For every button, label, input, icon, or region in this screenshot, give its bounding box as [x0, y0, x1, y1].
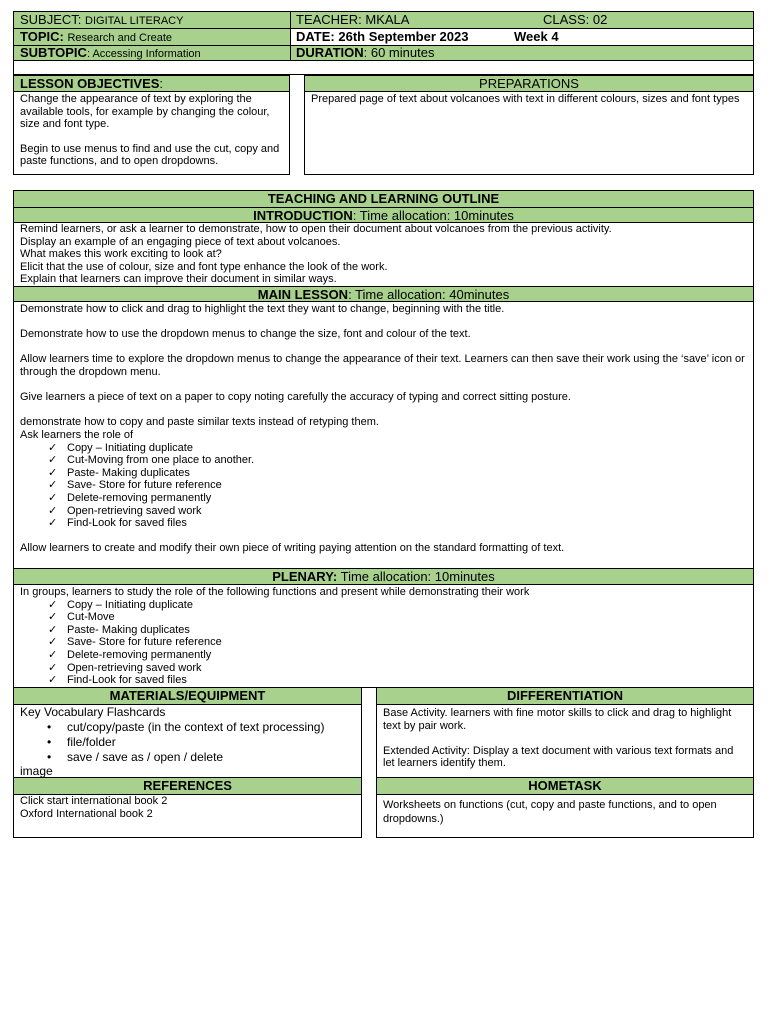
- check-icon: ✓: [48, 441, 58, 454]
- check-icon: ✓: [48, 636, 58, 649]
- differentiation-box: [376, 687, 754, 778]
- check-icon: ✓: [48, 517, 58, 530]
- bullet-icon: •: [47, 735, 52, 749]
- check-icon: ✓: [48, 454, 58, 467]
- objective-2: Begin to use menus to find and use the cut, copy and paste functions, and to open dropdowns.: [20, 142, 280, 168]
- outline-box: [13, 190, 754, 688]
- topic-label: TOPIC:: [20, 29, 64, 44]
- objective-1: Change the appearance of text by exploring the available tools, for example by changing the colour, size and font type.: [20, 93, 270, 131]
- check-item: ✓ Open-retrieving saved work: [48, 661, 202, 674]
- reference-line: Oxford International book 2: [20, 807, 153, 820]
- check-icon: ✓: [48, 479, 58, 492]
- check-item: ✓ Find-Look for saved files: [48, 674, 187, 687]
- main-para: Allow learners time to explore the dropdown menus to change the appearance of their text. Learners can then save their work using the ‘save’ icon or through the dropdown menu.: [20, 353, 745, 378]
- duration-value: : 60 minutes: [363, 45, 435, 60]
- check-icon: ✓: [48, 648, 58, 661]
- teacher-field: [296, 12, 409, 27]
- main-para: Allow learners to create and modify their own piece of writing paying attention on the standard formatting of text.: [20, 542, 565, 555]
- objectives-box: [13, 75, 290, 175]
- reference-line: Click start international book 2: [20, 795, 168, 807]
- subject-value: DIGITAL LITERACY: [85, 15, 184, 27]
- bullet-icon: •: [47, 750, 52, 764]
- check-item: ✓ Save- Store for future reference: [48, 636, 222, 649]
- plenary-text: [20, 586, 750, 687]
- main-lesson-heading: MAIN LESSON: Time allocation: 40minutes: [14, 286, 753, 302]
- references-box: [13, 777, 362, 838]
- teacher-label: TEACHER:: [296, 12, 362, 27]
- topic-value: Research and Create: [67, 32, 173, 44]
- materials-text: [20, 705, 360, 778]
- main-lesson-text: [20, 303, 750, 555]
- hometask-box: [376, 777, 754, 838]
- check-item: ✓ Paste- Making duplicates: [48, 623, 190, 636]
- intro-line: What makes this work exciting to look at?: [20, 248, 222, 261]
- hometask-title: HOMETASK: [377, 778, 753, 795]
- check-icon: ✓: [48, 623, 58, 636]
- main-para: Ask learners the role of: [20, 428, 134, 441]
- bullet-item: • file/folder: [47, 735, 116, 749]
- topic-field: [20, 29, 172, 46]
- check-item: ✓ Delete-removing permanently: [48, 648, 212, 661]
- preparations-text: Prepared page of text about volcanoes with text in different colours, sizes and font types: [311, 93, 740, 105]
- main-para: Demonstrate how to use the dropdown menus to change the size, font and colour of the text.: [20, 328, 471, 341]
- main-para: demonstrate how to copy and paste similar texts instead of retyping them.: [20, 416, 379, 429]
- introduction-text: [20, 223, 750, 286]
- duration-field: [296, 45, 434, 60]
- check-icon: ✓: [48, 661, 58, 674]
- week-field: Week 4: [514, 29, 559, 44]
- differentiation-para: Base Activity. learners with fine motor skills to click and drag to highlight text by pair work.: [383, 707, 732, 732]
- check-icon: ✓: [48, 598, 58, 611]
- materials-box: [13, 687, 362, 778]
- intro-line: Explain that learners can improve their document in similar ways.: [20, 273, 337, 286]
- check-item: ✓ Paste- Making duplicates: [48, 466, 190, 479]
- references-title: REFERENCES: [14, 778, 361, 795]
- plenary-heading: PLENARY: Time allocation: 10minutes: [14, 568, 753, 585]
- subject-label: SUBJECT:: [20, 12, 82, 27]
- check-icon: ✓: [48, 611, 58, 624]
- subtopic-field: [20, 45, 201, 62]
- objectives-title: LESSON OBJECTIVES:: [14, 76, 289, 92]
- bullet-icon: •: [47, 720, 52, 734]
- introduction-heading: INTRODUCTION: Time allocation: 10minutes: [14, 208, 753, 223]
- check-item: ✓ Cut-Move: [48, 611, 115, 624]
- check-item: ✓ Find-Look for saved files: [48, 517, 187, 530]
- outline-title: TEACHING AND LEARNING OUTLINE: [14, 191, 753, 208]
- hometask-text: Worksheets on functions (cut, copy and paste functions, and to open dropdowns.): [383, 799, 717, 825]
- header-divider: [290, 12, 291, 61]
- intro-line: Remind learners, or ask a learner to demonstrate, how to open their document about volcanoes from the previous activity.: [20, 223, 612, 235]
- preparations-title: PREPARATIONS: [305, 76, 753, 92]
- subtopic-label: SUBTOPIC: [20, 45, 87, 60]
- materials-line: Key Vocabulary Flashcards: [20, 705, 166, 719]
- check-icon: ✓: [48, 491, 58, 504]
- check-icon: ✓: [48, 504, 58, 517]
- date-field: DATE: 26th September 2023: [296, 29, 469, 44]
- teacher-value: MKALA: [365, 12, 410, 27]
- check-icon: ✓: [48, 674, 58, 687]
- main-para: Give learners a piece of text on a paper to copy noting carefully the accuracy of typing and correct sitting posture.: [20, 391, 571, 404]
- check-item: ✓ Open-retrieving saved work: [48, 504, 202, 517]
- check-item: ✓ Cut-Moving from one place to another.: [48, 454, 255, 467]
- references-text: [20, 795, 360, 820]
- bullet-item: • save / save as / open / delete: [47, 750, 224, 764]
- check-item: ✓ Copy – Initiating duplicate: [48, 598, 193, 611]
- main-para: Demonstrate how to click and drag to highlight the text they want to change, beginning with the title.: [20, 303, 505, 315]
- class-label: CLASS:: [543, 12, 590, 27]
- duration-label: DURATION: [296, 45, 364, 60]
- class-value: 02: [592, 12, 608, 27]
- check-item: ✓ Delete-removing permanently: [48, 491, 212, 504]
- preparations-box: [304, 75, 754, 175]
- subject-field: [20, 12, 183, 29]
- check-item: ✓ Save- Store for future reference: [48, 479, 222, 492]
- bullet-item: • cut/copy/paste (in the context of text processing): [47, 720, 325, 734]
- differentiation-title: DIFFERENTIATION: [377, 688, 753, 705]
- class-field: [543, 12, 607, 27]
- intro-line: Elicit that the use of colour, size and font type enhance the look of the work.: [20, 260, 388, 273]
- check-icon: ✓: [48, 466, 58, 479]
- header-table: [13, 11, 754, 75]
- plenary-intro: In groups, learners to study the role of the following functions and present while demonstrating their work: [20, 586, 530, 598]
- differentiation-text: [383, 707, 745, 770]
- subtopic-value: : Accessing Information: [86, 48, 201, 60]
- intro-line: Display an example of an engaging piece of text about volcanoes.: [20, 235, 341, 248]
- differentiation-para: Extended Activity: Display a text document with various text formats and let learners identify them.: [383, 744, 734, 770]
- objectives-text: [20, 93, 282, 168]
- check-item: ✓ Copy – Initiating duplicate: [48, 441, 193, 454]
- materials-line: image: [20, 764, 53, 778]
- materials-title: MATERIALS/EQUIPMENT: [14, 688, 361, 705]
